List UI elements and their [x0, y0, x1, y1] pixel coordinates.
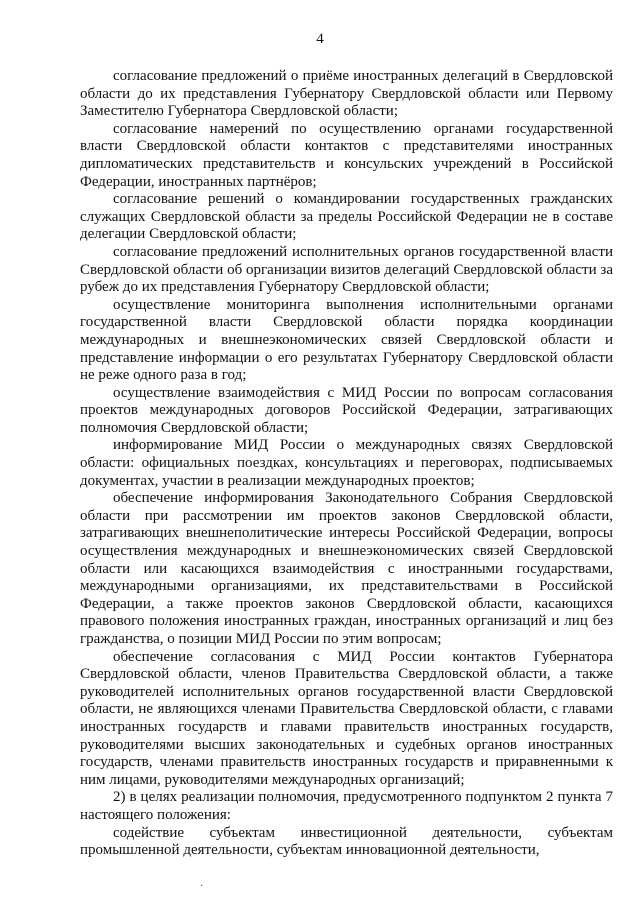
- paragraph-mfa-interaction: осуществление взаимодействия с МИД России по вопросам согласования проектов международных договоров Российской Федерации, затрагивающих полномочия Свердловской области;: [80, 384, 613, 436]
- paragraph-contacts-coordination: обеспечение согласования с МИД России контактов Губернатора Свердловской области, членов Правительства Свердловской области, а также руководителей исполнительных органов государственной власти Свердловской области, не являющихся членами Правительства Свердловской области, с главами иностранных государств и главами правительств иностранных государств, руководителями высших законодательных и судебных органов иностранных государств, членами правительств иностранных государств и приравненными к ним лицами, руководителями международных организаций;: [80, 648, 613, 788]
- document-body: [80, 68, 613, 860]
- paragraph-mfa-informing: информирование МИД России о международных связях Свердловской области: официальных поездках, консультациях и переговорах, подписываемых документах, участии в реализации международных проектов;: [80, 437, 613, 489]
- paragraph-visits-abroad-approval: согласование предложений исполнительных органов государственной власти Свердловской области об организации визитов делегаций Свердловской области за рубеж до их представления Губернатору Свердловской области;: [80, 243, 613, 296]
- paragraph-subpoint-2: 2) в целях реализации полномочия, предусмотренного подпунктом 2 пункта 7 настоящего положения:: [80, 789, 613, 823]
- paragraph-delegations-approval: согласование предложений о приёме иностранных делегаций в Свердловской области до их представления Губернатору Свердловской области или Первому Заместителю Губернатора Свердловской области;: [80, 68, 613, 120]
- paragraph-legislative-assembly-informing: обеспечение информирования Законодательного Собрания Свердловской области при рассмотрении им проектов законов Свердловской области, затрагивающих внешнеполитические интересы Российской Федерации, вопросы осуществления международных и внешнеэкономических связей Свердловской области или касающихся взаимодействия с иностранными государствами, международными организациями, их представительствами в Российской Федерации, а также проектов законов Свердловской области, касающихся правового положения иностранных граждан, иностранных организаций и лиц без гражданства, о позиции МИД России по этим вопросам;: [80, 490, 613, 647]
- paragraph-contacts-approval: согласование намерений по осуществлению органами государственной власти Свердловской области контактов с представителями иностранных дипломатических представительств и консульских учреждений в Российской Федерации, иностранных партнёров;: [80, 120, 613, 190]
- page-number: 4: [316, 31, 324, 47]
- paragraph-monitoring: осуществление мониторинга выполнения исполнительными органами государственной власти Свердловской области порядка координации международных и внешнеэкономических связей Свердловской области и представление информации о его результатах Губернатору Свердловской области не реже одного раза в год;: [80, 296, 613, 384]
- paragraph-assistance: содействие субъектам инвестиционной деятельности, субъектам промышленной деятельности, субъектам инновационной деятельности,: [80, 824, 613, 859]
- stray-dot-mark: ·: [200, 881, 204, 892]
- paragraph-business-trips-approval: согласование решений о командировании государственных гражданских служащих Свердловской области за пределы Российской Федерации не в составе делегации Свердловской области;: [80, 191, 613, 243]
